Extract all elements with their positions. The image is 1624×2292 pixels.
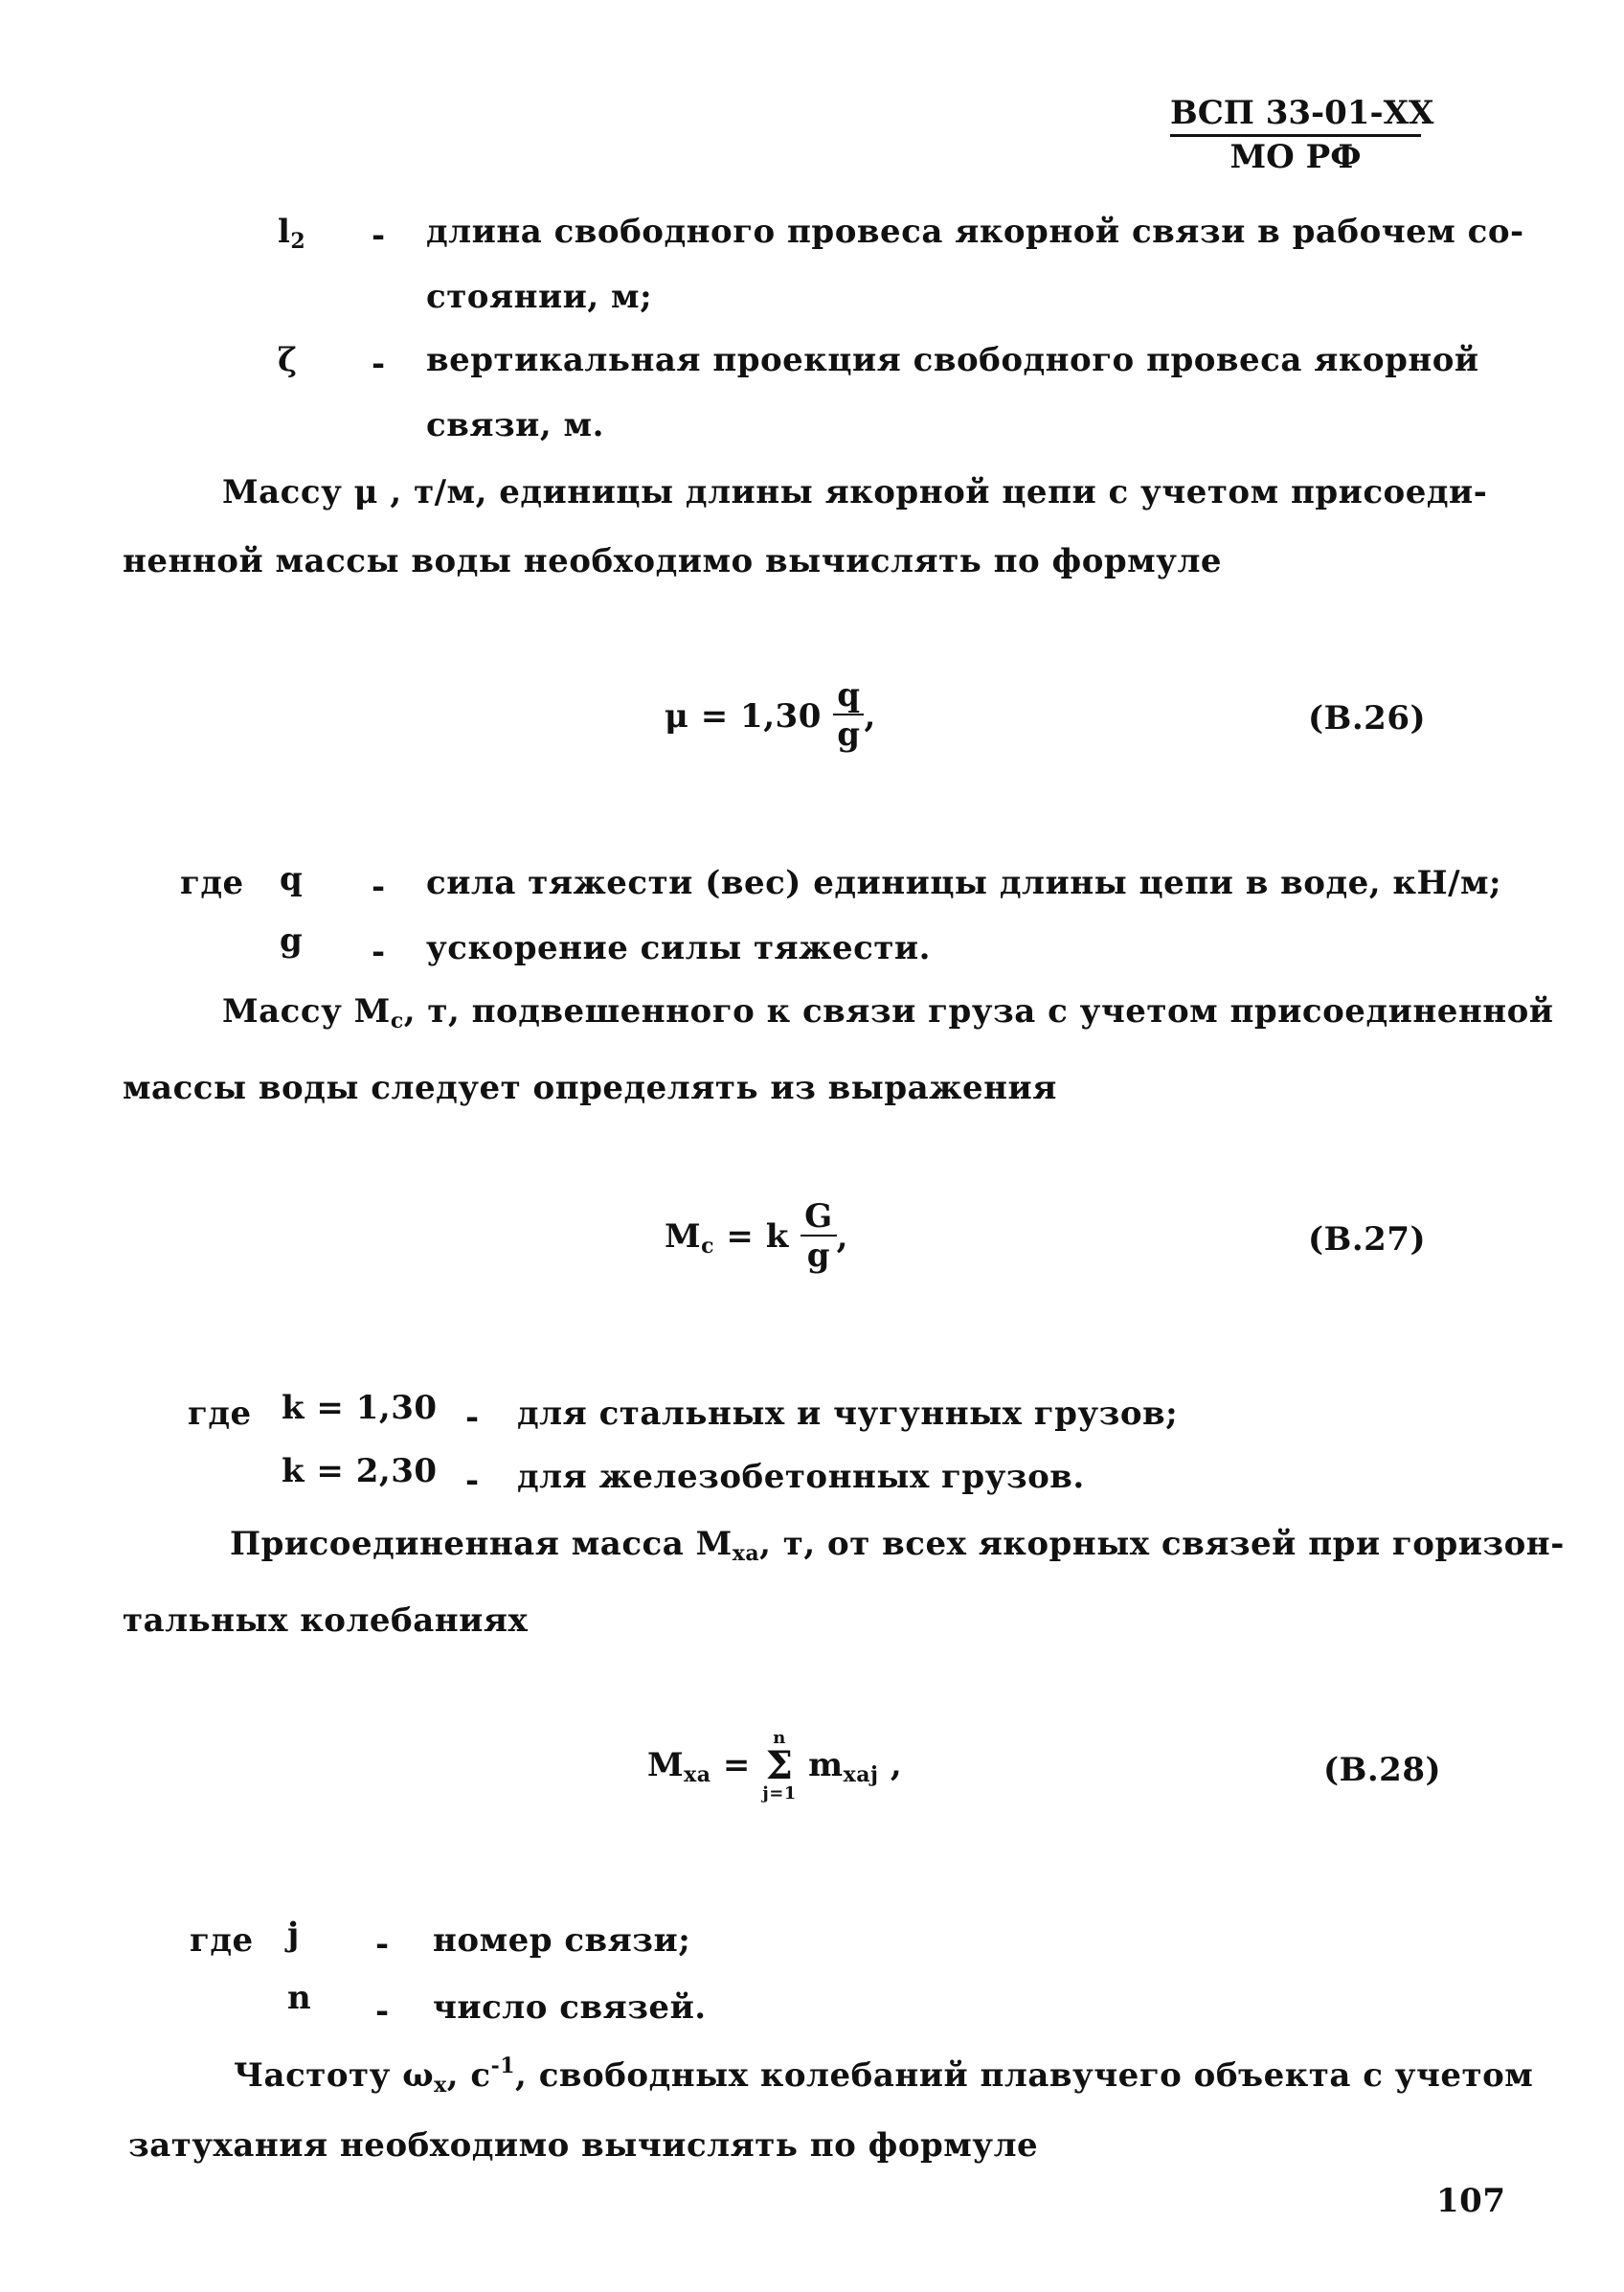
- def-dash: -: [372, 345, 386, 383]
- paragraph-line: Частоту $\omega_х$, $с^{-1}$, свободных колебаний плавучего объекта с учетом: [234, 2054, 1534, 2098]
- where-dash: -: [465, 1398, 480, 1437]
- def-text: длина свободного провеса якорной связи в рабочем со-: [426, 213, 1524, 251]
- def-symbol-l2: $l_2$: [278, 213, 306, 254]
- def-text-cont: связи, м.: [426, 406, 604, 444]
- fraction: $\frac{G}{g}$: [801, 1199, 837, 1276]
- where-dash: -: [375, 1992, 390, 2031]
- where-text: сила тяжести (вес) единицы длины цепи в воде, кН/м;: [426, 864, 1502, 902]
- where-dash: -: [372, 933, 386, 971]
- paragraph-line: тальных колебаниях: [123, 1601, 529, 1640]
- paragraph-line: массы воды следует определять из выражения: [123, 1069, 1057, 1107]
- paragraph-line: затухания необходимо вычислять по формуле: [128, 2126, 1039, 2165]
- def-symbol-zeta: ζ: [278, 341, 298, 379]
- def-text: вертикальная проекция свободного провеса якорной: [426, 341, 1479, 379]
- where-text: для стальных и чугунных грузов;: [517, 1395, 1179, 1433]
- where-symbol: g: [280, 921, 304, 960]
- where-text: число связей.: [433, 1988, 707, 2027]
- where-dash: -: [372, 868, 386, 906]
- summation-operator: n Σ j=1: [762, 1728, 797, 1804]
- where-word: где: [190, 1921, 254, 1960]
- def-dash: -: [372, 216, 386, 255]
- where-dash: -: [465, 1462, 480, 1500]
- paragraph-line: ненной массы воды необходимо вычислять по формуле: [123, 542, 1223, 580]
- page-number: 107: [1436, 2182, 1506, 2220]
- paragraph-line: Массу μ , т/м, единицы длины якорной цепи с учетом присоеди-: [222, 473, 1488, 511]
- where-text: ускорение силы тяжести.: [426, 929, 931, 967]
- where-symbol: j: [287, 1916, 300, 1954]
- def-text-cont: стоянии, м;: [426, 278, 653, 316]
- where-symbol: k = 2,30: [282, 1452, 438, 1490]
- equation-label: (В.26): [1308, 699, 1427, 738]
- where-text: для железобетонных грузов.: [517, 1458, 1085, 1496]
- doc-code: ВСП 33-01-ХХ: [1170, 94, 1421, 137]
- where-symbol: q: [280, 860, 304, 898]
- where-dash: -: [375, 1925, 390, 1963]
- equation-b28: $М_{ха}$ = n Σ j=1 $m_{хаj}$ ,: [647, 1728, 903, 1804]
- equation-b27: $М_с = k$ $\frac{G}{g}$ ,: [665, 1197, 849, 1276]
- equation-label: (В.28): [1323, 1751, 1442, 1789]
- equation-label: (В.27): [1308, 1220, 1427, 1259]
- where-symbol: k = 1,30: [282, 1389, 438, 1427]
- where-word: где: [188, 1395, 252, 1433]
- org-name: МО РФ: [1229, 138, 1362, 176]
- fraction: $\frac{q}{g}$: [833, 678, 864, 755]
- equation-b26: μ = 1,30 $\frac{q}{g}$ ,: [665, 676, 876, 755]
- paragraph-line: Присоединенная масса $М_{ха}$, т, от всех якорных связей при горизон-: [230, 1525, 1565, 1566]
- where-text: номер связи;: [433, 1921, 691, 1960]
- where-symbol: n: [287, 1979, 312, 2017]
- where-word: где: [180, 864, 244, 902]
- paragraph-line: Массу $М_с$, т, подвешенного к связи груза с учетом присоединенной: [222, 992, 1554, 1033]
